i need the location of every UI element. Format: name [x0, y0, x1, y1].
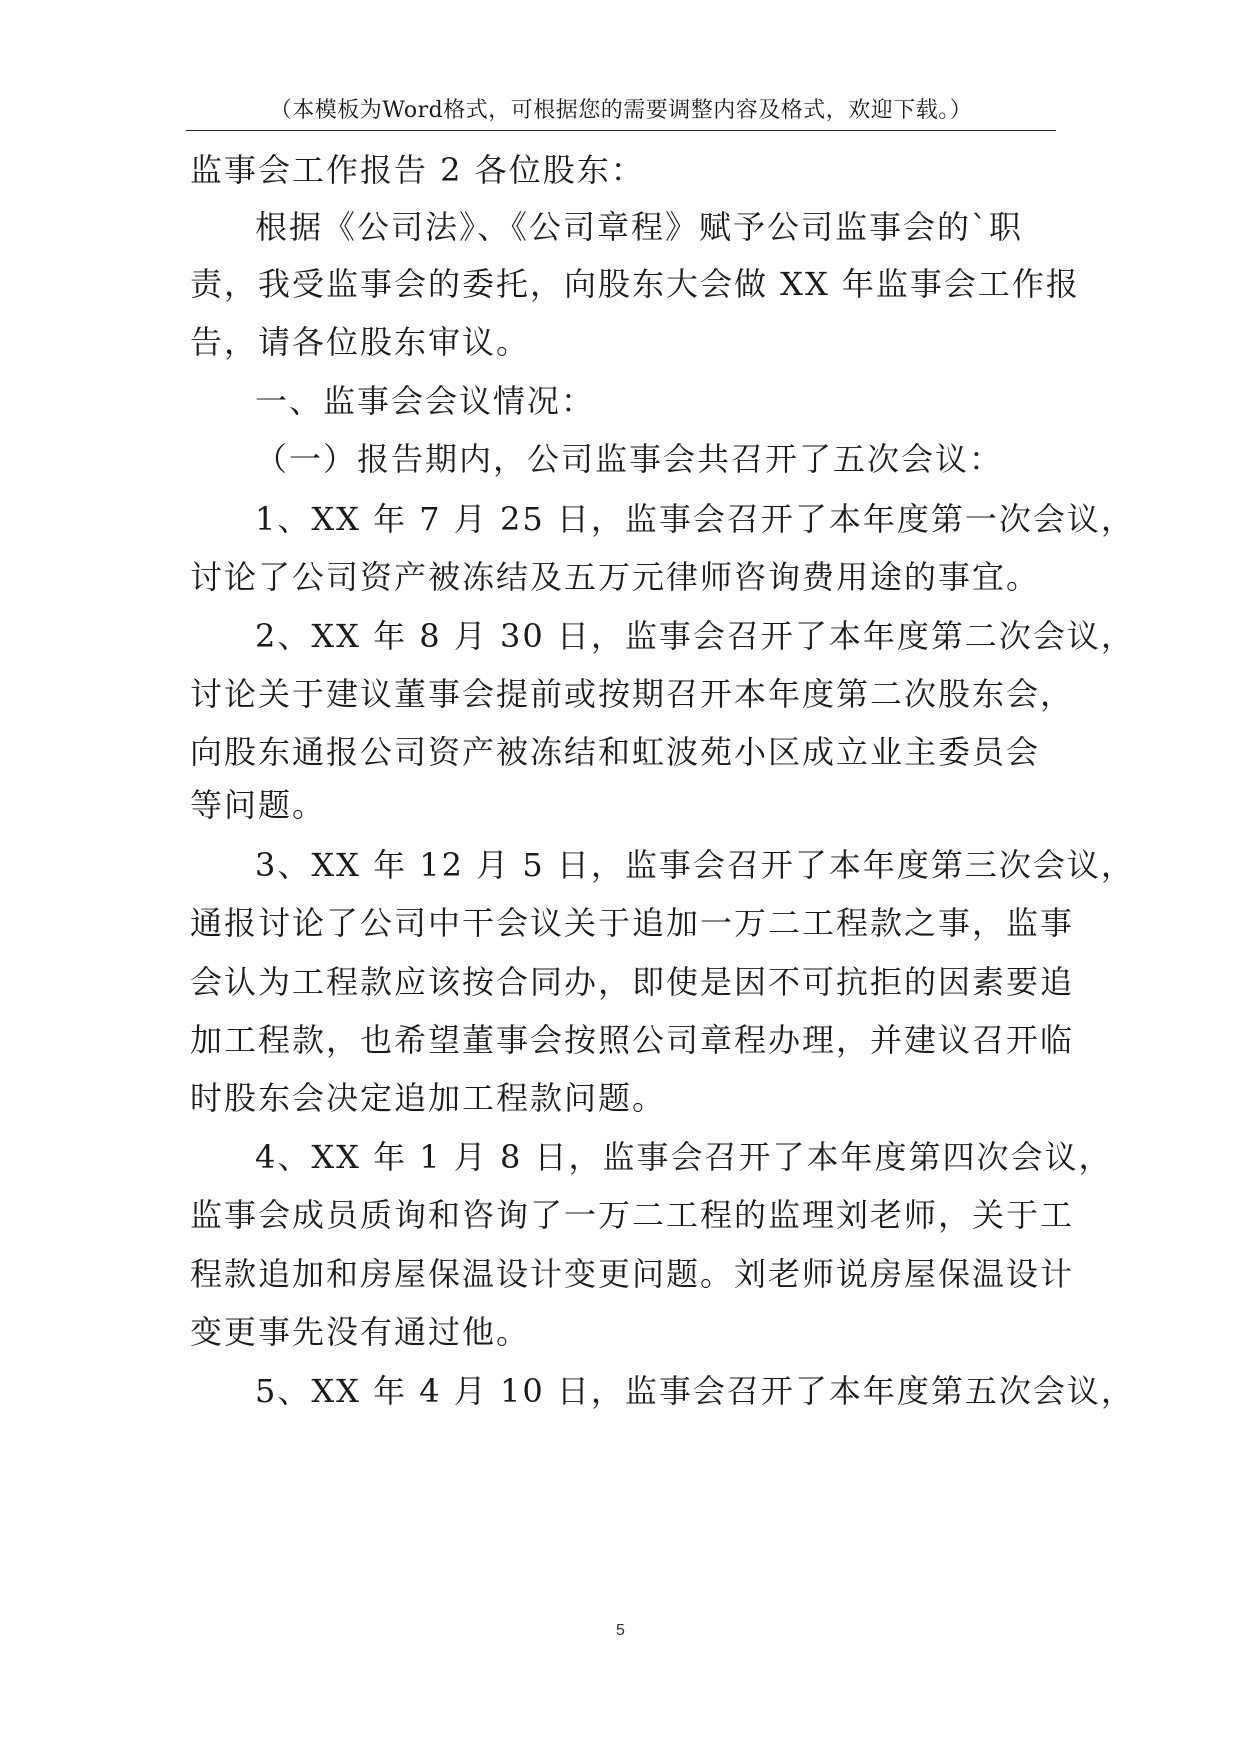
paragraph-line: 时股东会决定追加工程款问题。: [190, 1079, 667, 1117]
paragraph-line: 责，我受监事会的委托，向股东大会做 XX 年监事会工作报: [190, 265, 1080, 303]
report-title-line: 监事会工作报告 2 各位股东：: [190, 151, 645, 189]
paragraph-line: 1、XX 年 7 月 25 日，监事会召开了本年度第一次会议，: [255, 500, 1135, 538]
paragraph-line: 告，请各位股东审议。: [190, 323, 531, 361]
page-number: 5: [616, 1622, 625, 1639]
header-note: （本模板为Word格式，可根据您的需要调整内容及格式，欢迎下载。）: [269, 98, 973, 123]
paragraph-line: 等问题。: [190, 786, 327, 824]
subsection-heading: （一）报告期内，公司监事会共召开了五次会议：: [255, 440, 1004, 478]
header-divider: [186, 130, 1056, 131]
paragraph-line: 监事会成员质询和咨询了一万二工程的监理刘老师，关于工: [190, 1196, 1075, 1234]
paragraph-line: 4、XX 年 1 月 8 日，监事会召开了本年度第四次会议，: [255, 1138, 1113, 1176]
paragraph-line: 5、XX 年 4 月 10 日，监事会召开了本年度第五次会议，: [255, 1372, 1135, 1410]
paragraph-line: 通报讨论了公司中干会议关于追加一万二工程款之事，监事: [190, 904, 1075, 942]
paragraph-line: 变更事先没有通过他。: [190, 1313, 531, 1351]
section-heading: 一、监事会会议情况：: [255, 382, 596, 420]
paragraph-line: 向股东通报公司资产被冻结和虹波苑小区成立业主委员会: [190, 733, 1041, 771]
paragraph-line: 2、XX 年 8 月 30 日，监事会召开了本年度第二次会议，: [255, 617, 1135, 655]
paragraph-line: 根据《公司法》、《公司章程》赋予公司监事会的`职: [255, 208, 1024, 246]
paragraph-line: 讨论关于建议董事会提前或按期召开本年度第二次股东会，: [190, 675, 1075, 713]
paragraph-line: 3、XX 年 12 月 5 日，监事会召开了本年度第三次会议，: [255, 846, 1135, 884]
paragraph-line: 会认为工程款应该按合同办，即使是因不可抗拒的因素要追: [190, 963, 1075, 1001]
paragraph-line: 加工程款，也希望董事会按照公司章程办理，并建议召开临: [190, 1021, 1075, 1059]
paragraph-line: 讨论了公司资产被冻结及五万元律师咨询费用途的事宜。: [190, 558, 1041, 596]
paragraph-line: 程款追加和房屋保温设计变更问题。刘老师说房屋保温设计: [190, 1255, 1075, 1293]
